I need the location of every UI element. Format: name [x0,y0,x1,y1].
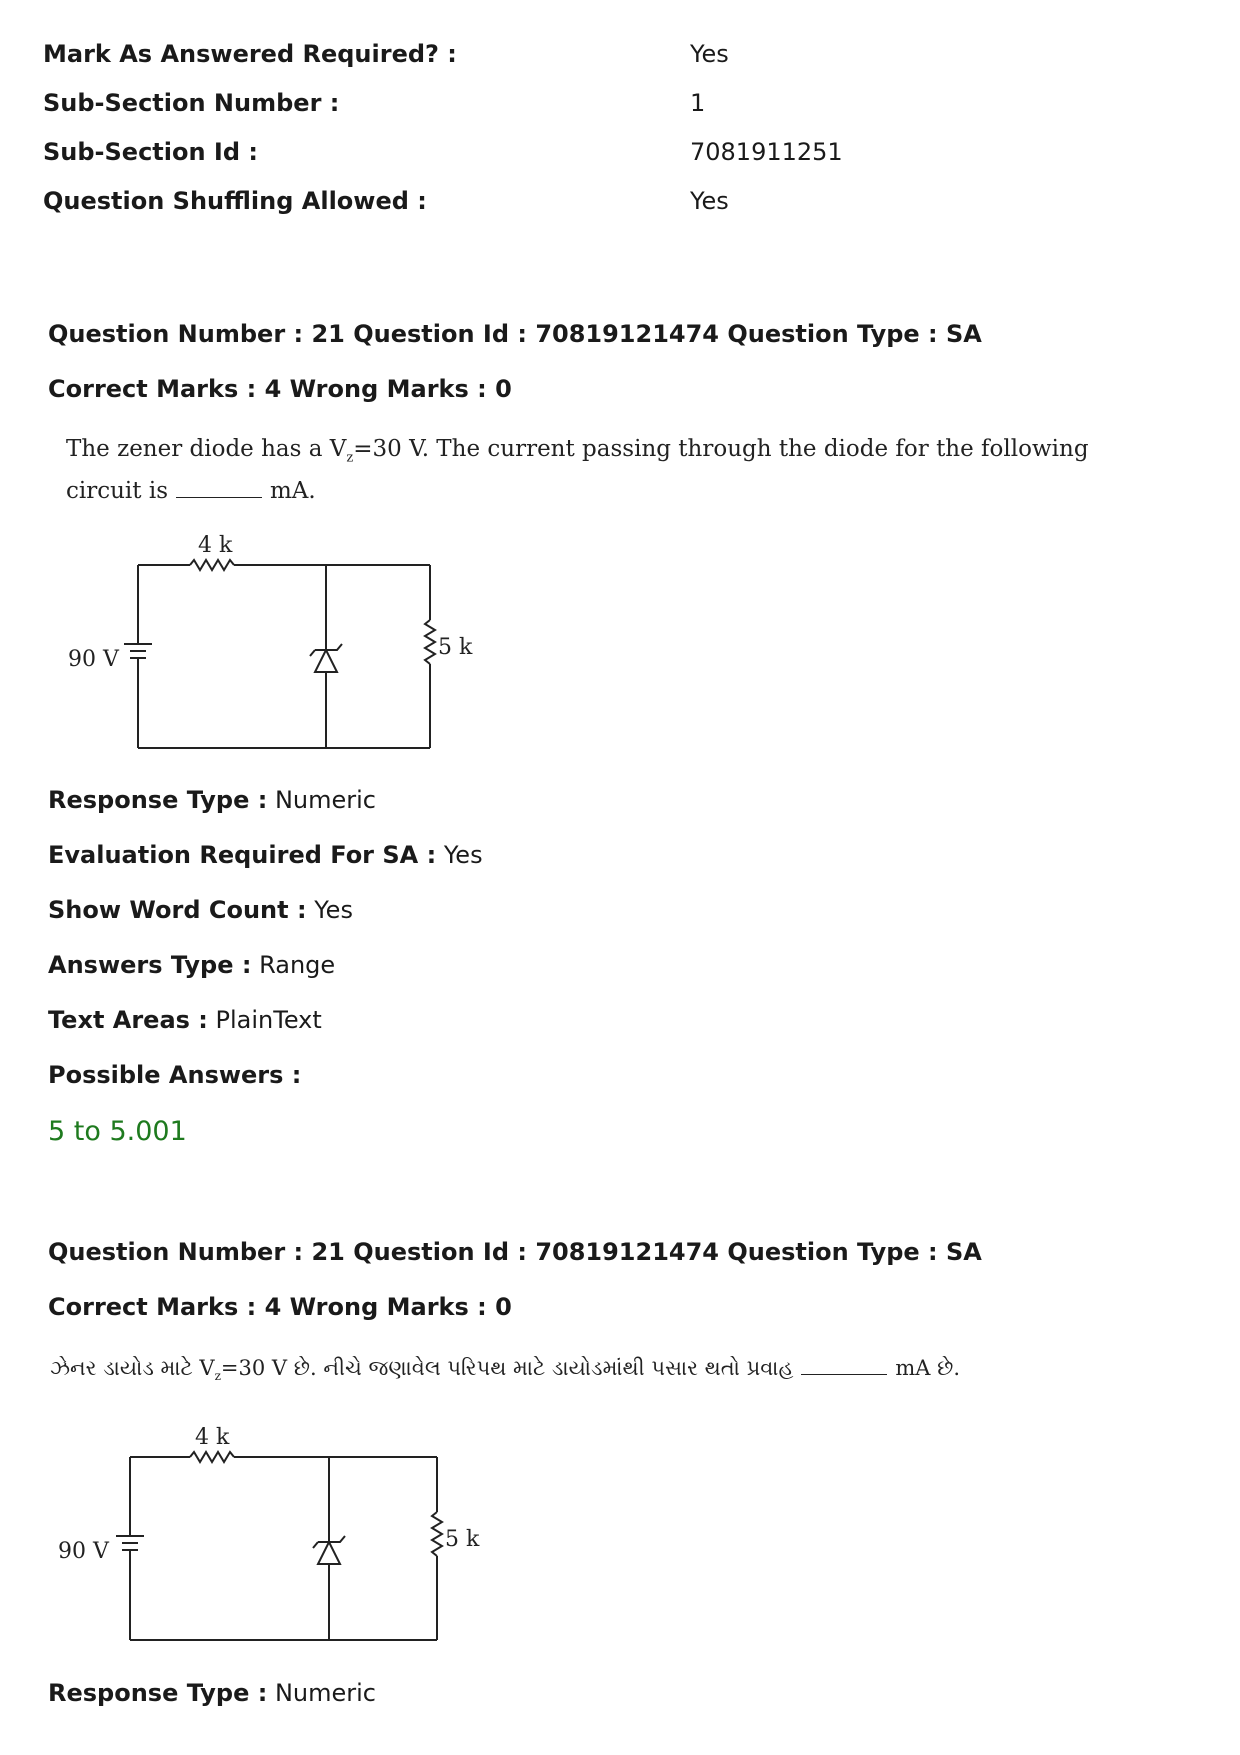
meta-value: 7081911251 [690,138,843,166]
question-text-part: mA. [270,477,316,504]
meta-label: Mark As Answered Required? : [43,40,457,68]
question-text-part: ઝેનર ડાયોડ માટે V [50,1356,215,1380]
field-value: Range [259,951,336,979]
field-label: Answers Type : [48,951,252,979]
answers-type-line [48,951,335,979]
response-type-line [48,1679,376,1707]
field-value: Yes [314,896,353,924]
question-text-part: circuit is [66,477,168,504]
source-label: 90 V [68,647,119,672]
subscript: z [214,1369,221,1384]
meta-value: Yes [690,40,729,68]
question-header: Question Number : 21 Question Id : 70819121474 Question Type : SA [48,320,982,348]
field-label: Show Word Count : [48,896,307,924]
question-header: Question Number : 21 Question Id : 70819121474 Question Type : SA [48,1238,982,1266]
resistor-5k-label: 5 k [438,635,473,660]
meta-value: 1 [690,89,706,117]
possible-answer-value: 5 to 5.001 [48,1116,187,1147]
source-label: 90 V [58,1539,109,1564]
question-marks: Correct Marks : 4 Wrong Marks : 0 [48,1293,512,1321]
question-text-gujarati [50,1352,960,1392]
meta-label: Sub-Section Id : [43,138,258,166]
resistor-5k-label: 5 k [445,1527,480,1552]
field-label: Response Type : [48,786,268,814]
battery-symbol [116,1536,144,1550]
text-areas-line [48,1006,322,1034]
circuit-diagram [50,1412,490,1647]
evaluation-required-line [48,841,483,869]
battery-symbol [124,644,152,658]
show-word-count-line [48,896,353,924]
field-value: Numeric [274,786,376,814]
zener-diode-symbol [310,644,342,672]
field-value: Yes [443,841,483,869]
field-label: Response Type : [48,1679,268,1707]
question-marks: Correct Marks : 4 Wrong Marks : 0 [48,375,512,403]
meta-label: Question Shuffling Allowed : [43,187,427,215]
response-type-line [48,786,376,814]
question-text-part: The zener diode has a V [66,436,347,462]
answer-blank [801,1356,887,1375]
question-text-part: mA છે. [895,1356,961,1380]
question-text-part: =30 V. The current passing through the diode for the following [353,436,1089,462]
subscript: z [346,450,354,466]
field-label: Text Areas : [48,1006,208,1034]
resistor-4k-label: 4 k [195,1425,230,1450]
field-value: Numeric [274,1679,376,1707]
question-text [66,433,1089,507]
field-label: Evaluation Required For SA : [48,841,437,869]
resistor-4k-label: 4 k [198,533,233,558]
meta-value: Yes [690,187,729,215]
resistor-4k [190,560,234,570]
circuit-diagram [50,520,490,755]
answer-blank [176,479,262,498]
meta-label: Sub-Section Number : [43,89,340,117]
resistor-5k [432,1512,442,1556]
resistor-5k [425,620,435,664]
resistor-4k [190,1452,234,1462]
question-text-part: =30 V છે. નીચે જણાવેલ પરિપથ માટે ડાયોડમાંથી પસાર થતો પ્રવાહ [220,1356,794,1380]
possible-answers-label: Possible Answers : [48,1061,302,1089]
field-value: PlainText [215,1006,322,1034]
zener-diode-symbol [313,1536,345,1564]
